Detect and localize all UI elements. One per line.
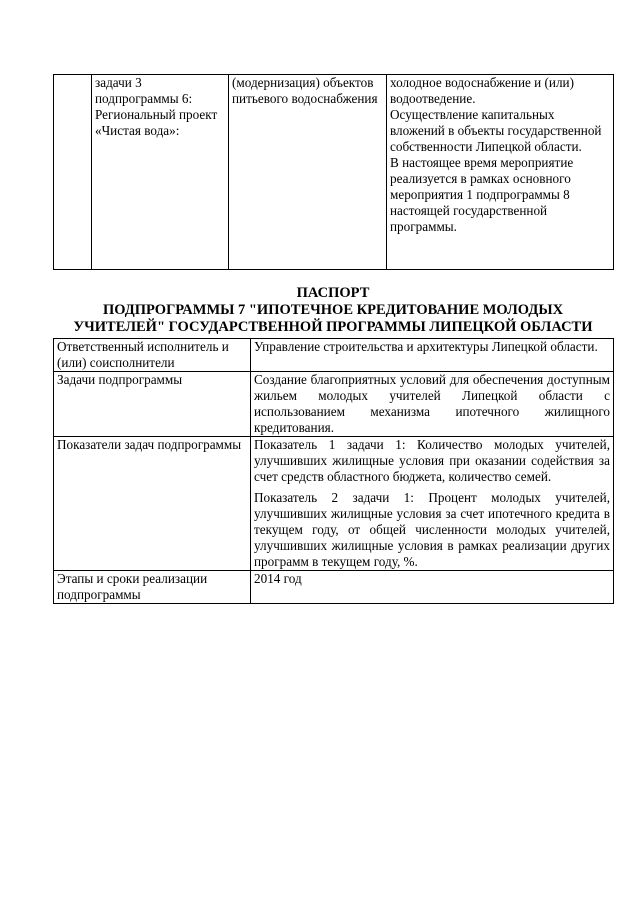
row-value — [251, 571, 614, 604]
value-paragraph: Создание благоприятных условий для обеспечения доступным жильем молодых учителей Липецкой области с использованием механизма ипотечного жилищного кредитования. — [254, 372, 610, 435]
table-cell-task: задачи 3 подпрограммы 6: Региональный проект «Чистая вода»: — [92, 75, 229, 270]
title-line: ПАСПОРТ — [296, 285, 370, 301]
table-cell-description — [387, 75, 614, 270]
row-value — [251, 372, 614, 437]
row-label: Ответственный исполнитель и (или) соисполнители — [54, 339, 251, 372]
description-line: холодное водоснабжение и (или) водоотведение. — [390, 75, 574, 106]
row-label: Показатели задач подпрограммы — [54, 437, 251, 571]
title-line: ПОДПРОГРАММЫ 7 "ИПОТЕЧНОЕ КРЕДИТОВАНИЕ МОЛОДЫХ — [102, 302, 564, 318]
row-label: Этапы и сроки реализации подпрограммы — [54, 571, 251, 604]
table-cell-number — [54, 75, 92, 270]
table-row — [54, 339, 614, 372]
row-value — [251, 339, 614, 372]
value-paragraph: 2014 год — [254, 571, 302, 586]
value-paragraph: Показатель 1 задачи 1: Количество молодых учителей, улучшивших жилищные условия при оказании содействия за счет средств областного бюджета, количество семей. — [254, 437, 610, 484]
table-cell-object: (модернизация) объектов питьевого водоснабжения — [229, 75, 387, 270]
table-row — [54, 437, 614, 571]
passport-title — [53, 285, 613, 336]
row-label: Задачи подпрограммы — [54, 372, 251, 437]
description-line: Осуществление капитальных вложений в объекты государственной собственности Липецкой области. — [390, 107, 602, 154]
passport-table — [53, 338, 614, 604]
value-paragraph: Управление строительства и архитектуры Липецкой области. — [254, 339, 598, 354]
description-line: В настоящее время мероприятие реализуется в рамках основного мероприятия 1 подпрограммы 8 настоящей государственной программы. — [390, 155, 574, 234]
table-row — [54, 75, 614, 270]
continuation-table — [53, 74, 614, 270]
document-page — [53, 74, 613, 604]
table-row — [54, 372, 614, 437]
title-line: УЧИТЕЛЕЙ" ГОСУДАРСТВЕННОЙ ПРОГРАММЫ ЛИПЕЦКОЙ ОБЛАСТИ — [73, 319, 593, 335]
table-row — [54, 571, 614, 604]
row-value — [251, 437, 614, 571]
value-paragraph: Показатель 2 задачи 1: Процент молодых учителей, улучшивших жилищные условия за счет ипотечного кредита в текущем году, от общей численности молодых учителей, улучшивших жилищные условия в рамках реализации других программ в текущем году, %. — [254, 490, 610, 569]
